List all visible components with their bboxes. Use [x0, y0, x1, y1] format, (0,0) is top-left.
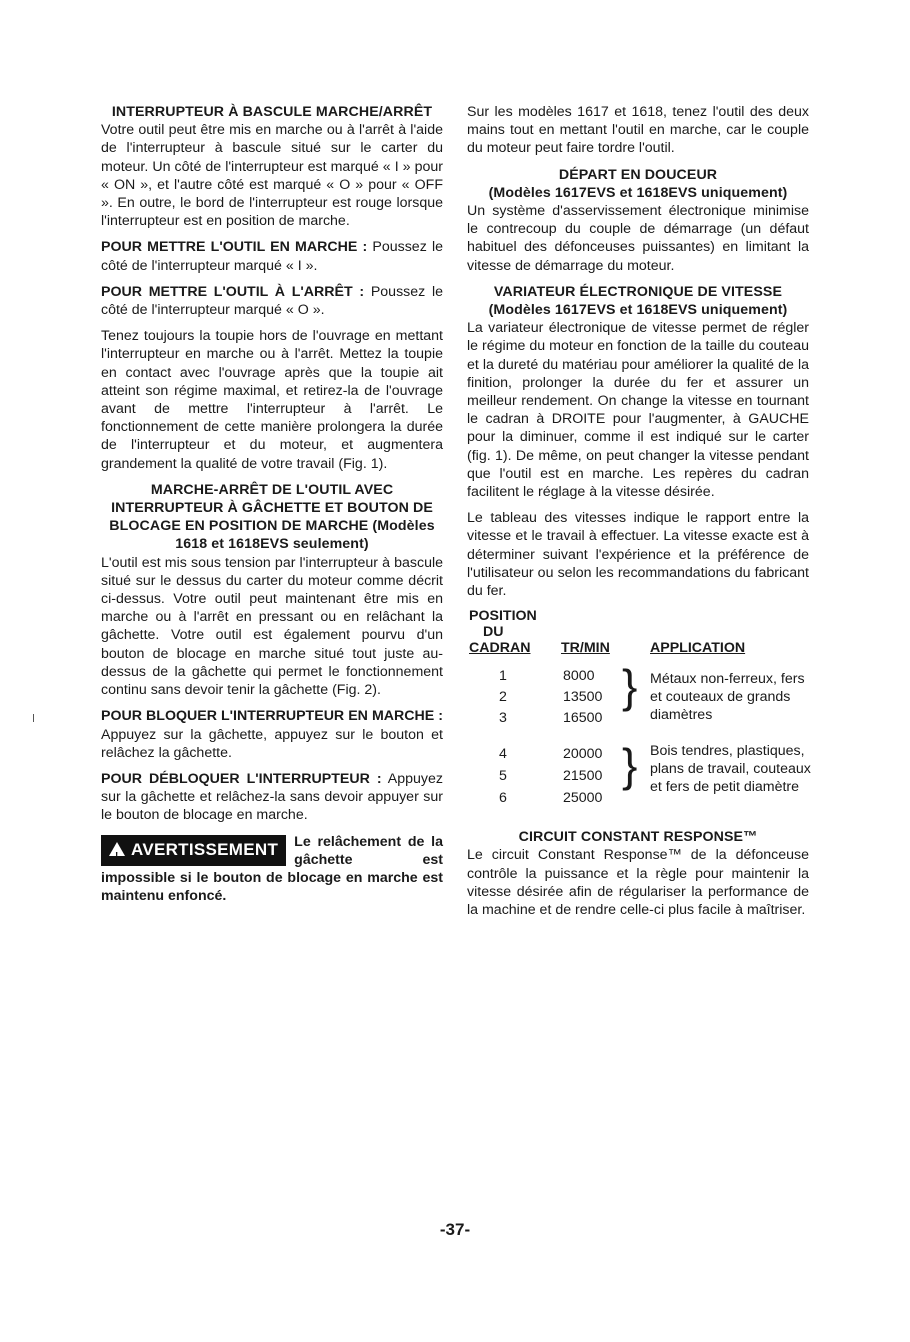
paragraph-lock-on	[101, 707, 443, 762]
heading-soft-start: DÉPART EN DOUCEUR	[558, 166, 718, 183]
row-pos-3: 3	[499, 710, 507, 727]
switch-on-text: Poussez le côté de l'interrupteur marqué « I ».	[101, 239, 443, 274]
warning-text: Le relâchement de la gâchette est impossible si le bouton de blocage en marche est maintenu enfoncé.	[101, 833, 443, 905]
paragraph-speed-control: La variateur électronique de vitesse permet de régler le régime du moteur en fonction de la taille du couteau et la dureté du matériau pour améliorer la qualité de la finition, prolonger la durée du fer et assurer un meilleur rendement. On change la vitesse en tournant le cadran à DROITE pour l'augmenter, à GAUCHE pour la diminuer, comme il est indiqué sur le carter (fig. 1). De même, on peut changer la vitesse pendant que l'outil est en marche. Les repères du cadran facilitent le réglage à la vitesse désirée.	[467, 320, 809, 501]
page-number: -37-	[439, 1220, 471, 1239]
paragraph-unlock	[101, 770, 443, 825]
warning-triangle-icon	[109, 842, 125, 856]
heading-trigger-switch: MARCHE-ARRÊT DE L'OUTIL AVEC INTERRUPTEUR À GÂCHETTE ET BOUTON DE BLOCAGE EN POSITION DE MARCHE (Modèles 1618 et 1618EVS seulement)	[109, 481, 435, 553]
row-rpm-4: 20000	[563, 746, 603, 763]
header-position-line2: DU	[483, 624, 504, 641]
speed-table	[467, 608, 811, 807]
paragraph-switch-on	[101, 238, 443, 274]
unlock-lead: POUR DÉBLOQUER L'INTERRUPTEUR :	[101, 770, 382, 787]
switch-on-lead: POUR METTRE L'OUTIL EN MARCHE :	[101, 239, 368, 256]
warning-label	[101, 835, 286, 866]
margin-mark	[33, 714, 34, 722]
switch-off-lead: POUR METTRE L'OUTIL À L'ARRÊT :	[101, 283, 365, 300]
header-application: APPLICATION	[650, 640, 746, 657]
row-rpm-5: 21500	[563, 768, 603, 785]
lock-on-lead: POUR BLOQUER L'INTERRUPTEUR EN MARCHE :	[101, 708, 443, 725]
heading-rocker-switch: INTERRUPTEUR À BASCULE MARCHE/ARRÊT	[111, 104, 433, 120]
paragraph-switch-off	[101, 283, 443, 319]
warning-label-text: AVERTISSEMENT	[131, 839, 279, 859]
paragraph-rocker-intro: Votre outil peut être mis en marche ou à l'arrêt à l'aide de l'interrupteur à bascule situé sur le carter du moteur. Un côté de l'interrupteur est marqué « I » pour « ON », et l'autre côté est marqué « O » pour « OFF ». En outre, le bord de l'interrupteur est rouge lorsque l'interrupteur est en position de marche.	[101, 122, 443, 230]
header-position-line3: CADRAN	[469, 640, 531, 657]
row-pos-4: 4	[499, 746, 507, 763]
paragraph-soft-start: Un système d'asservissement électronique minimise le contrecoup du couple de démarrage (un défaut habituel des défonceuses puissantes) en limitant la vitesse de démarrage du moteur.	[467, 203, 809, 274]
header-position-line1: POSITION	[469, 608, 537, 625]
application-group-1: Métaux non-ferreux, fers et couteaux de grands diamètres	[650, 671, 805, 724]
application-group-2: Bois tendres, plastiques, plans de travail, couteaux et fers de petit diamètre	[650, 743, 811, 796]
brace-group-1: }	[622, 660, 638, 713]
row-rpm-3: 16500	[563, 710, 603, 727]
header-position	[469, 608, 537, 656]
heading-constant-response: CIRCUIT CONSTANT RESPONSE™	[518, 829, 758, 846]
row-rpm-2: 13500	[563, 689, 603, 706]
paragraph-two-hands: Sur les modèles 1617 et 1618, tenez l'outil des deux mains tout en mettant l'outil en marche, car le couple du moteur peut faire tordre l'outil.	[467, 104, 809, 157]
row-rpm-1: 8000	[563, 668, 595, 685]
row-pos-2: 2	[499, 689, 507, 706]
paragraph-constant-response: Le circuit Constant Response™ de la défonceuse contrôle la puissance et la règle pour maintenir la vitesse désirée afin de régulariser la performance de la machine et de rendre celle-ci plus facile à maîtriser.	[467, 847, 809, 919]
warning-block	[101, 833, 443, 906]
unlock-text: Appuyez sur la gâchette et relâchez-la sans devoir appuyer sur le bouton de blocage en marche.	[101, 770, 443, 824]
paragraph-trigger-intro: L'outil est mis sous tension par l'interrupteur à bascule situé sur le dessus du carter du moteur comme décrit ci-dessus. Votre outil peut maintenant être mis en marche ou à l'arrêt en pressant ou en relâchant la gâchette. Votre outil est également pourvu d'un bouton de blocage en marche situé tout juste au-dessus de la gâchette qui permet le fonctionnement continu sans devoir tenir la gâchette (Fig. 2).	[101, 554, 443, 699]
row-rpm-6: 25000	[563, 790, 603, 807]
row-pos-6: 6	[499, 790, 507, 807]
row-pos-5: 5	[499, 768, 507, 785]
row-pos-1: 1	[499, 668, 507, 685]
heading-soft-start-models: (Modèles 1617EVS et 1618EVS uniquement)	[488, 184, 788, 201]
lock-on-text: Appuyez sur la gâchette, appuyez sur le bouton et relâchez la gâchette.	[101, 726, 443, 761]
right-column	[467, 103, 809, 927]
brace-group-2: }	[622, 739, 638, 792]
paragraph-speed-table-intro: Le tableau des vitesses indique le rapport entre la vitesse et le travail à effectuer. La vitesse exacte est à déterminer suivant l'expérience et la préférence de l'utilisateur ou selon les recommandations du fabricant du fer.	[467, 510, 809, 600]
heading-speed-control: VARIATEUR ÉLECTRONIQUE DE VITESSE	[493, 283, 783, 300]
heading-speed-control-models: (Modèles 1617EVS et 1618EVS uniquement)	[488, 302, 788, 319]
left-column	[101, 103, 443, 905]
switch-off-text: Poussez le côté de l'interrupteur marqué « O ».	[101, 283, 443, 319]
paragraph-usage-advice: Tenez toujours la toupie hors de l'ouvrage en mettant l'interrupteur en marche ou à l'arrêt. Mettez la toupie en contact avec l'ouvrage après que la toupie ait atteint son régime maximal, et retirez-la de l'ouvrage avant de mettre l'interrupteur à l'arrêt. Le fonctionnement de cette manière prolongera la durée de l'interrupteur et du moteur, et augmentera grandement la qualité de votre travail (Fig. 1).	[101, 328, 443, 472]
header-rpm: TR/MIN	[561, 640, 610, 657]
